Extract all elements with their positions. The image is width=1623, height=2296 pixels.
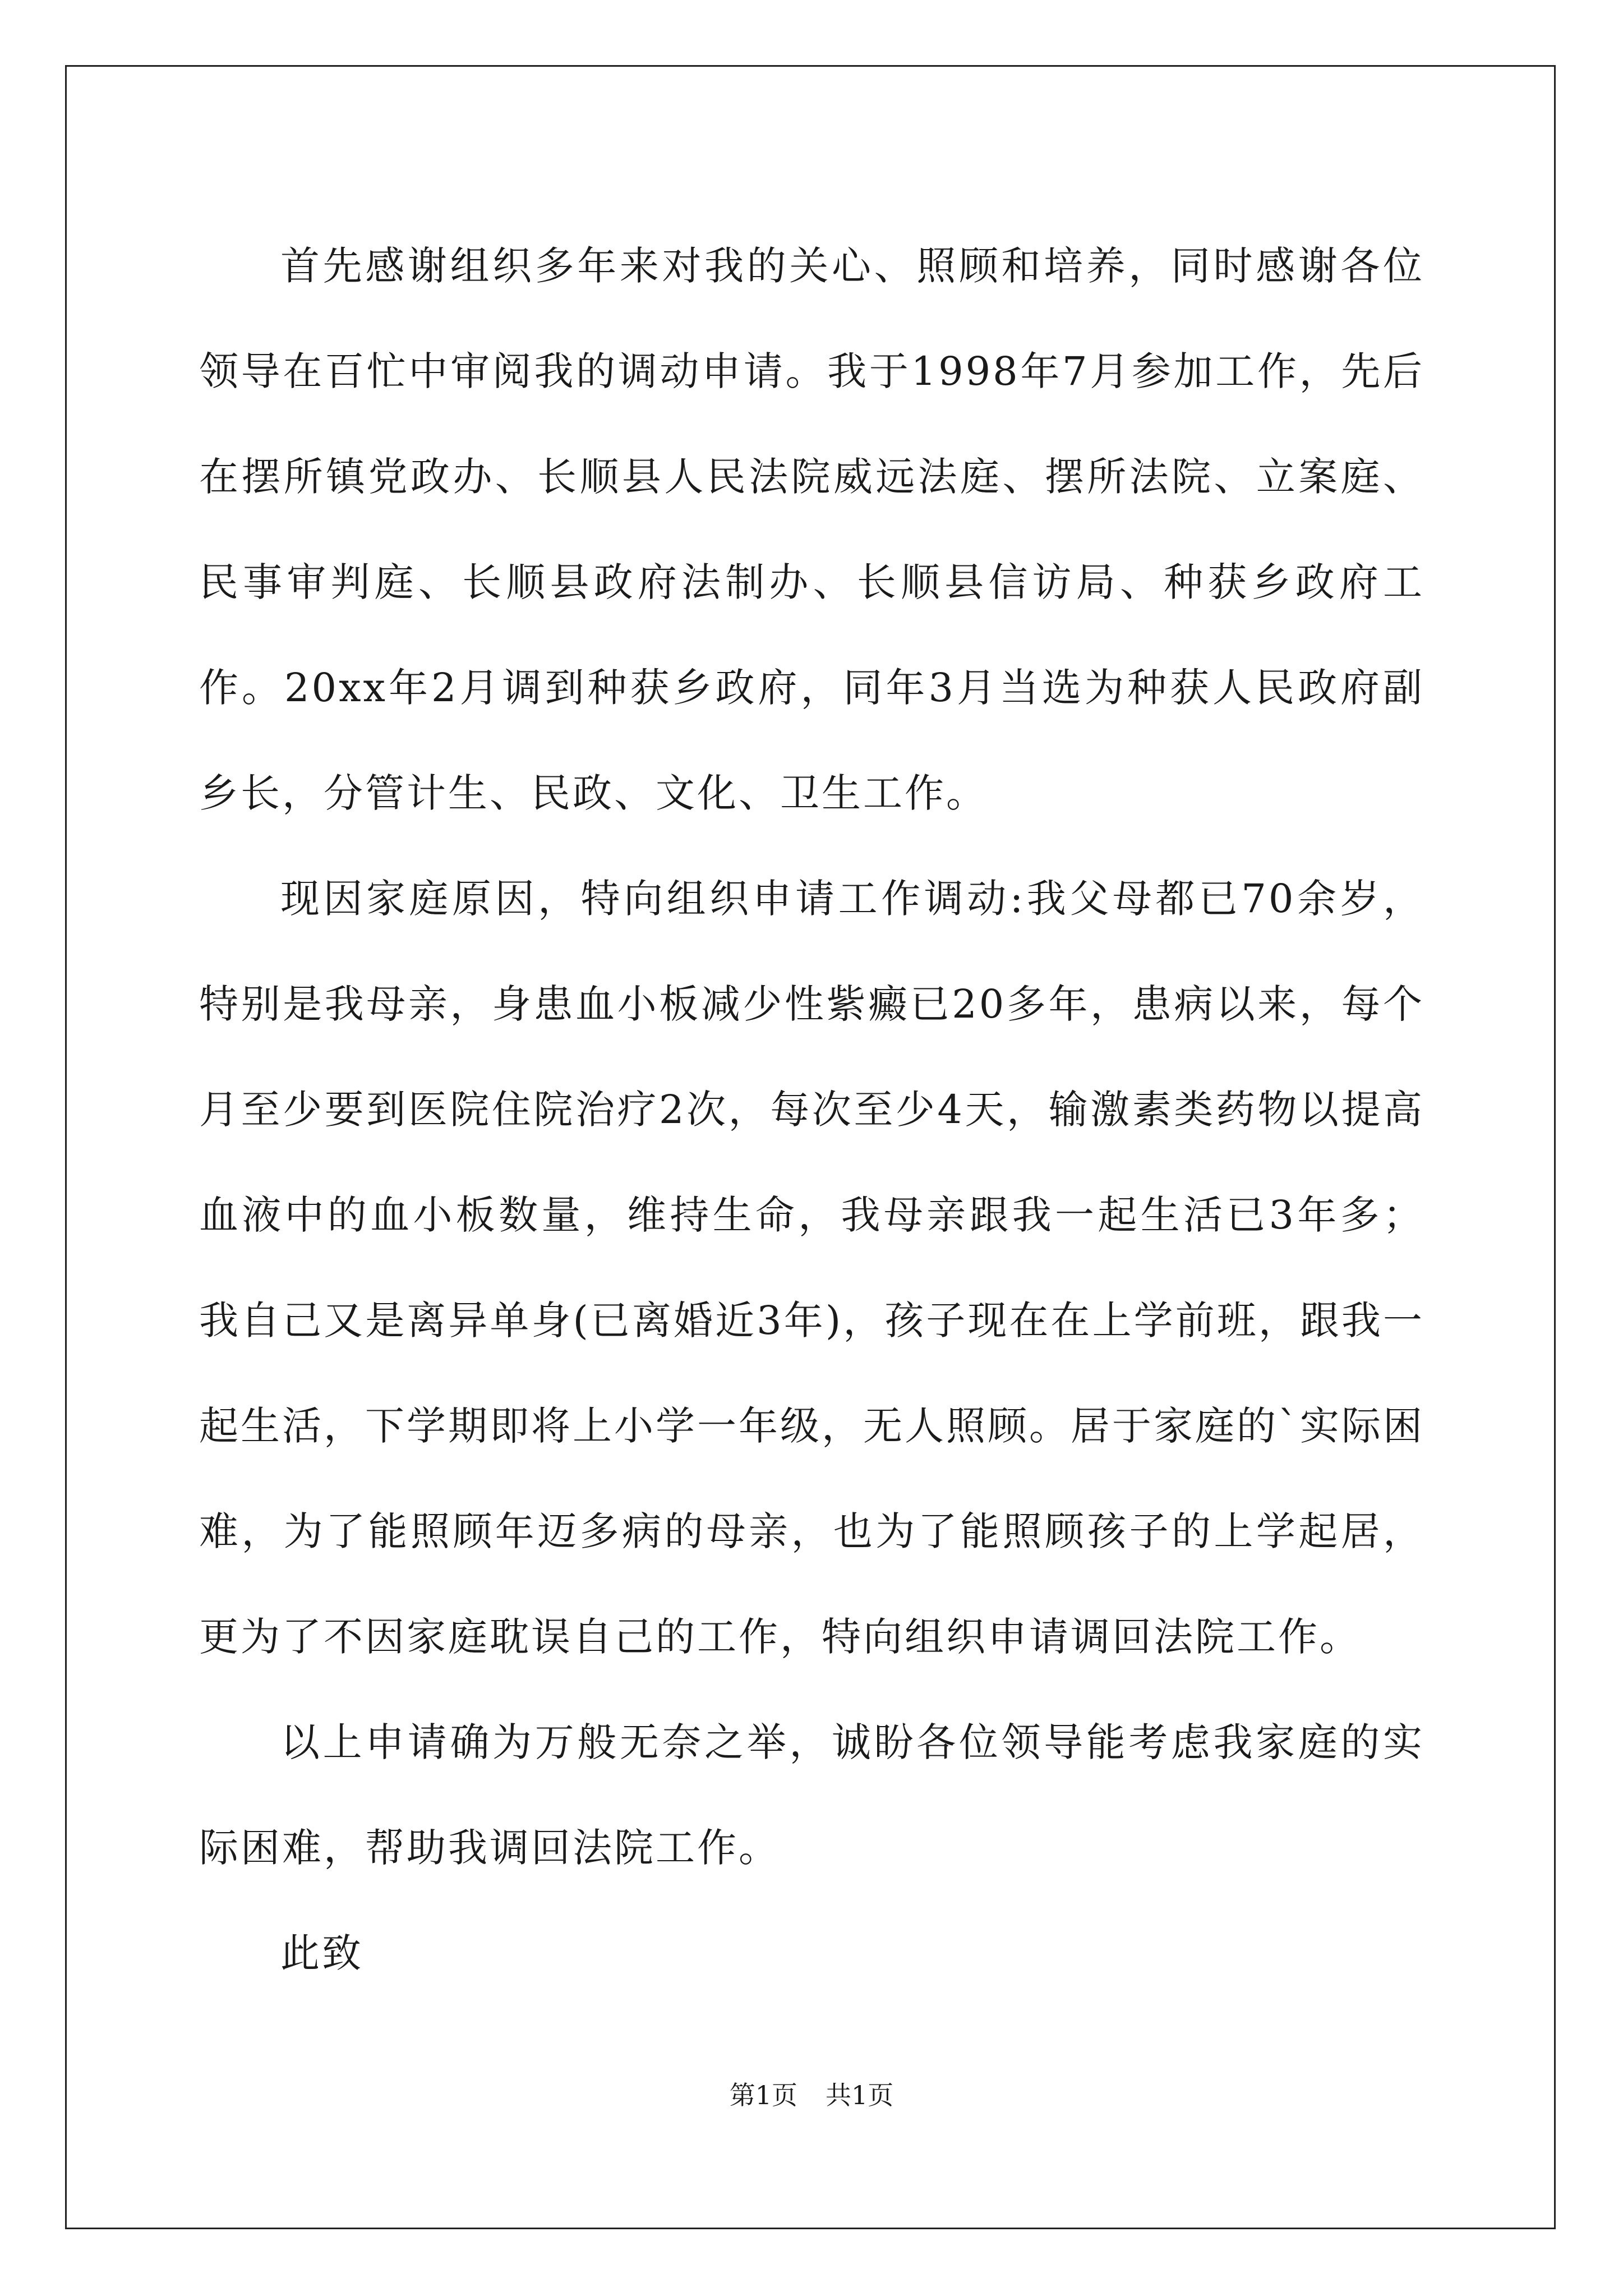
paragraph-request: 以上申请确为万般无奈之举，诚盼各位领导能考虑我家庭的实际困难，帮助我调回法院工作。 (199, 1719, 1424, 1871)
document-body (199, 213, 1424, 2006)
page-total: 共1页 (826, 2080, 894, 2110)
paragraph-reason: 现因家庭原因，特向组织申请工作调动:我父母都已70余岁，特别是我母亲，身患血小板减少性紫癜已20多年，患病以来，每个月至少要到医院住院治疗2次，每次至少4天，输激素类药物以提高血液中的血小板数量，维持生命，我母亲跟我一起生活已3年多；我自己又是离异单身(已离婚近3年)，孩子现在在上学前班，跟我一起生活，下学期即将上小学一年级，无人照顾。居于家庭的`实际困难，为了能照顾年迈多病的母亲，也为了能照顾孩子的上学起居，更为了不因家庭耽误自己的工作，特向组织申请调回法院工作。 (199, 876, 1424, 1660)
paragraph-intro: 首先感谢组织多年来对我的关心、照顾和培养，同时感谢各位领导在百忙中审阅我的调动申请。我于1998年7月参加工作，先后在摆所镇党政办、长顺县人民法院威远法庭、摆所法院、立案庭、民事审判庭、长顺县政府法制办、长顺县信访局、种获乡政府工作。20xx年2月调到种获乡政府，同年3月当选为种获人民政府副乡长，分管计生、民政、文化、卫生工作。 (199, 243, 1424, 816)
page-footer (0, 2078, 1623, 2112)
page-number: 第1页 (729, 2080, 797, 2110)
closing-salutation: 此致 (280, 1930, 363, 1976)
